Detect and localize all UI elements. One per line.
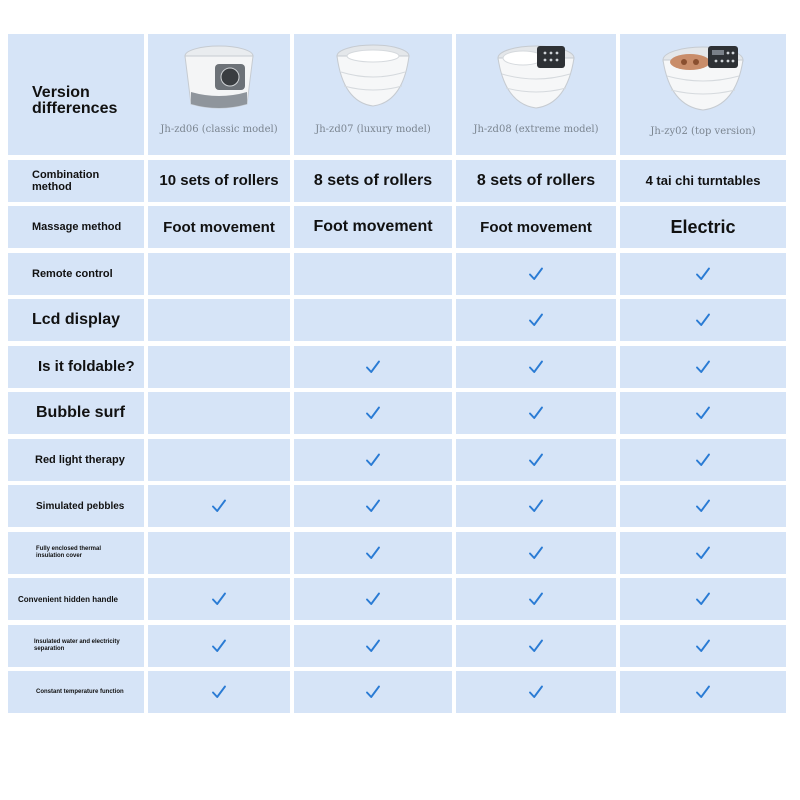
- row-label-water-electricity-separation: Insulated water and electricity separation: [8, 625, 144, 667]
- check-icon: [528, 405, 544, 421]
- check-cell: [148, 625, 290, 667]
- check-cell: [294, 439, 452, 481]
- check-cell: [294, 346, 452, 388]
- value-cell: 10 sets of rollers: [148, 160, 290, 202]
- value-cell: 4 tai chi turntables: [620, 160, 786, 202]
- product-header-extreme: [456, 34, 616, 155]
- check-icon: [365, 684, 381, 700]
- row-label-foldable: Is it foldable?: [8, 346, 144, 388]
- check-icon: [365, 452, 381, 468]
- check-cell: [294, 253, 452, 295]
- check-icon: [695, 638, 711, 654]
- check-cell: [620, 532, 786, 574]
- value-cell: 8 sets of rollers: [294, 160, 452, 202]
- check-icon: [528, 545, 544, 561]
- value-cell: Foot movement: [456, 206, 616, 248]
- value-cell: Foot movement: [294, 206, 452, 248]
- check-cell: [294, 532, 452, 574]
- product-model-label: Jh-zd07 (luxury model): [315, 124, 431, 135]
- row-label-remote-control: Remote control: [8, 253, 144, 295]
- check-cell: [148, 253, 290, 295]
- check-cell: [620, 578, 786, 620]
- version-differences-header: [8, 34, 144, 155]
- row-label-lcd-display: Lcd display: [8, 299, 144, 341]
- check-cell: [456, 485, 616, 527]
- row-label-bubble-surf: Bubble surf: [8, 392, 144, 434]
- check-icon: [528, 359, 544, 375]
- check-cell: [148, 392, 290, 434]
- check-icon: [365, 545, 381, 561]
- check-cell: [620, 671, 786, 713]
- check-cell: [620, 439, 786, 481]
- check-cell: [456, 346, 616, 388]
- header-title-line1: Version: [32, 83, 90, 101]
- check-cell: [456, 625, 616, 667]
- check-icon: [211, 498, 227, 514]
- check-cell: [620, 299, 786, 341]
- check-cell: [620, 485, 786, 527]
- row-label-combination-method: Combination method: [8, 160, 144, 202]
- check-icon: [695, 545, 711, 561]
- check-cell: [148, 485, 290, 527]
- row-label-hidden-handle: Convenient hidden handle: [8, 578, 144, 620]
- foot-bath-luxury-icon: [333, 42, 413, 114]
- check-icon: [695, 452, 711, 468]
- check-cell: [620, 253, 786, 295]
- check-icon: [211, 638, 227, 654]
- check-icon: [695, 266, 711, 282]
- check-cell: [148, 439, 290, 481]
- check-icon: [695, 405, 711, 421]
- check-cell: [148, 299, 290, 341]
- check-cell: [294, 299, 452, 341]
- product-header-classic: [148, 34, 290, 155]
- check-icon: [365, 638, 381, 654]
- check-cell: [620, 625, 786, 667]
- check-cell: [148, 346, 290, 388]
- check-cell: [294, 392, 452, 434]
- check-cell: [456, 578, 616, 620]
- row-label-simulated-pebbles: Simulated pebbles: [8, 485, 144, 527]
- row-label-massage-method: Massage method: [8, 206, 144, 248]
- check-icon: [528, 452, 544, 468]
- check-cell: [148, 532, 290, 574]
- check-icon: [528, 684, 544, 700]
- value-cell: 8 sets of rollers: [456, 160, 616, 202]
- value-cell: Electric: [620, 206, 786, 248]
- row-label-thermal-insulation-cover: Fully enclosed thermal insulation cover: [8, 532, 144, 574]
- product-model-label: Jh-zd06 (classic model): [160, 124, 278, 135]
- check-cell: [456, 439, 616, 481]
- check-cell: [294, 671, 452, 713]
- check-cell: [620, 346, 786, 388]
- check-cell: [456, 532, 616, 574]
- foot-bath-classic-icon: [179, 42, 259, 114]
- check-icon: [365, 591, 381, 607]
- check-icon: [365, 405, 381, 421]
- check-cell: [620, 392, 786, 434]
- check-icon: [528, 498, 544, 514]
- check-icon: [528, 266, 544, 282]
- check-icon: [695, 312, 711, 328]
- check-icon: [528, 312, 544, 328]
- check-cell: [294, 485, 452, 527]
- check-icon: [695, 498, 711, 514]
- check-cell: [456, 253, 616, 295]
- foot-bath-top-icon: [658, 42, 748, 116]
- product-model-label: Jh-zy02 (top version): [650, 126, 756, 137]
- check-icon: [528, 638, 544, 654]
- check-icon: [365, 359, 381, 375]
- header-title-line2: differences: [32, 99, 118, 117]
- check-cell: [456, 299, 616, 341]
- row-label-red-light-therapy: Red light therapy: [8, 439, 144, 481]
- product-header-luxury: [294, 34, 452, 155]
- check-cell: [294, 578, 452, 620]
- check-icon: [695, 684, 711, 700]
- check-icon: [365, 498, 381, 514]
- check-cell: [294, 625, 452, 667]
- row-label-constant-temperature: Constant temperature function: [8, 671, 144, 713]
- check-icon: [211, 591, 227, 607]
- check-icon: [695, 359, 711, 375]
- check-icon: [528, 591, 544, 607]
- check-cell: [148, 578, 290, 620]
- check-icon: [695, 591, 711, 607]
- check-cell: [148, 671, 290, 713]
- comparison-table: [8, 34, 786, 713]
- check-icon: [211, 684, 227, 700]
- check-cell: [456, 392, 616, 434]
- product-header-top: [620, 34, 786, 155]
- value-cell: Foot movement: [148, 206, 290, 248]
- foot-bath-extreme-icon: [493, 42, 579, 114]
- check-cell: [456, 671, 616, 713]
- product-model-label: Jh-zd08 (extreme model): [473, 124, 599, 135]
